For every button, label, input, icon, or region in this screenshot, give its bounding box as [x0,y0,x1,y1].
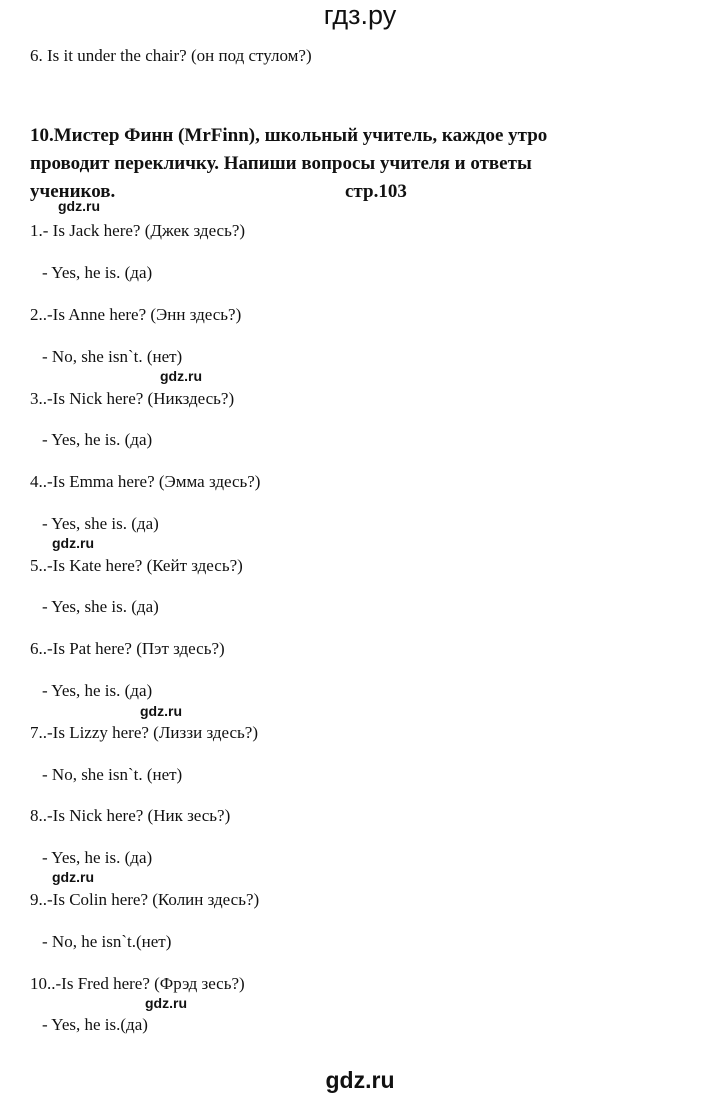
watermark: gdz.ru [58,198,100,214]
task-title: 10.Мистер Финн (MrFinn), школьный учитель, каждое утро проводит перекличку. Напиши вопросы учителя и ответы учеников. [30,125,548,202]
answer-8: - Yes, he is. (да) [42,848,153,867]
question-3: 3..-Is Nick here? (Никздесь?) [30,389,235,408]
question-5: 5..-Is Kate here? (Кейт здесь?) [30,556,243,575]
question-2: 2..-Is Anne here? (Энн здесь?) [30,305,242,324]
answer-3: - Yes, he is. (да) [42,430,153,449]
question-4: 4..-Is Emma here? (Эмма здесь?) [30,472,261,491]
answer-5: - Yes, she is. (да) [42,597,159,616]
question-10: 10..-Is Fred here? (Фрэд зесь?) [30,974,245,993]
page-reference: стр.103 [345,181,407,202]
watermark: gdz.ru [140,703,182,719]
watermark: gdz.ru [160,368,202,384]
watermark: gdz.ru [52,869,94,885]
answer-7: - No, she isn`t. (нет) [42,765,183,784]
site-header: гдз.ру [323,0,397,30]
site-footer: gdz.ru [325,1067,395,1093]
answer-6: - Yes, he is. (да) [42,681,153,700]
answer-4: - Yes, she is. (да) [42,514,159,533]
question-9: 9..-Is Colin here? (Колин здесь?) [30,890,260,909]
question-6: 6..-Is Pat here? (Пэт здесь?) [30,639,225,658]
previous-item: 6. Is it under the chair? (он под стулом?) [30,46,312,65]
question-7: 7..-Is Lizzy here? (Лиззи здесь?) [30,723,258,742]
answer-2: - No, she isn`t. (нет) [42,347,183,366]
answer-1: - Yes, he is. (да) [42,263,153,282]
answer-10: - Yes, he is.(да) [42,1015,148,1034]
watermark: gdz.ru [145,995,187,1011]
question-1: 1.- Is Jack here? (Джек здесь?) [30,221,246,240]
question-8: 8..-Is Nick here? (Ник зесь?) [30,806,231,825]
watermark: gdz.ru [52,535,94,551]
answer-9: - No, he isn`t.(нет) [42,932,172,951]
